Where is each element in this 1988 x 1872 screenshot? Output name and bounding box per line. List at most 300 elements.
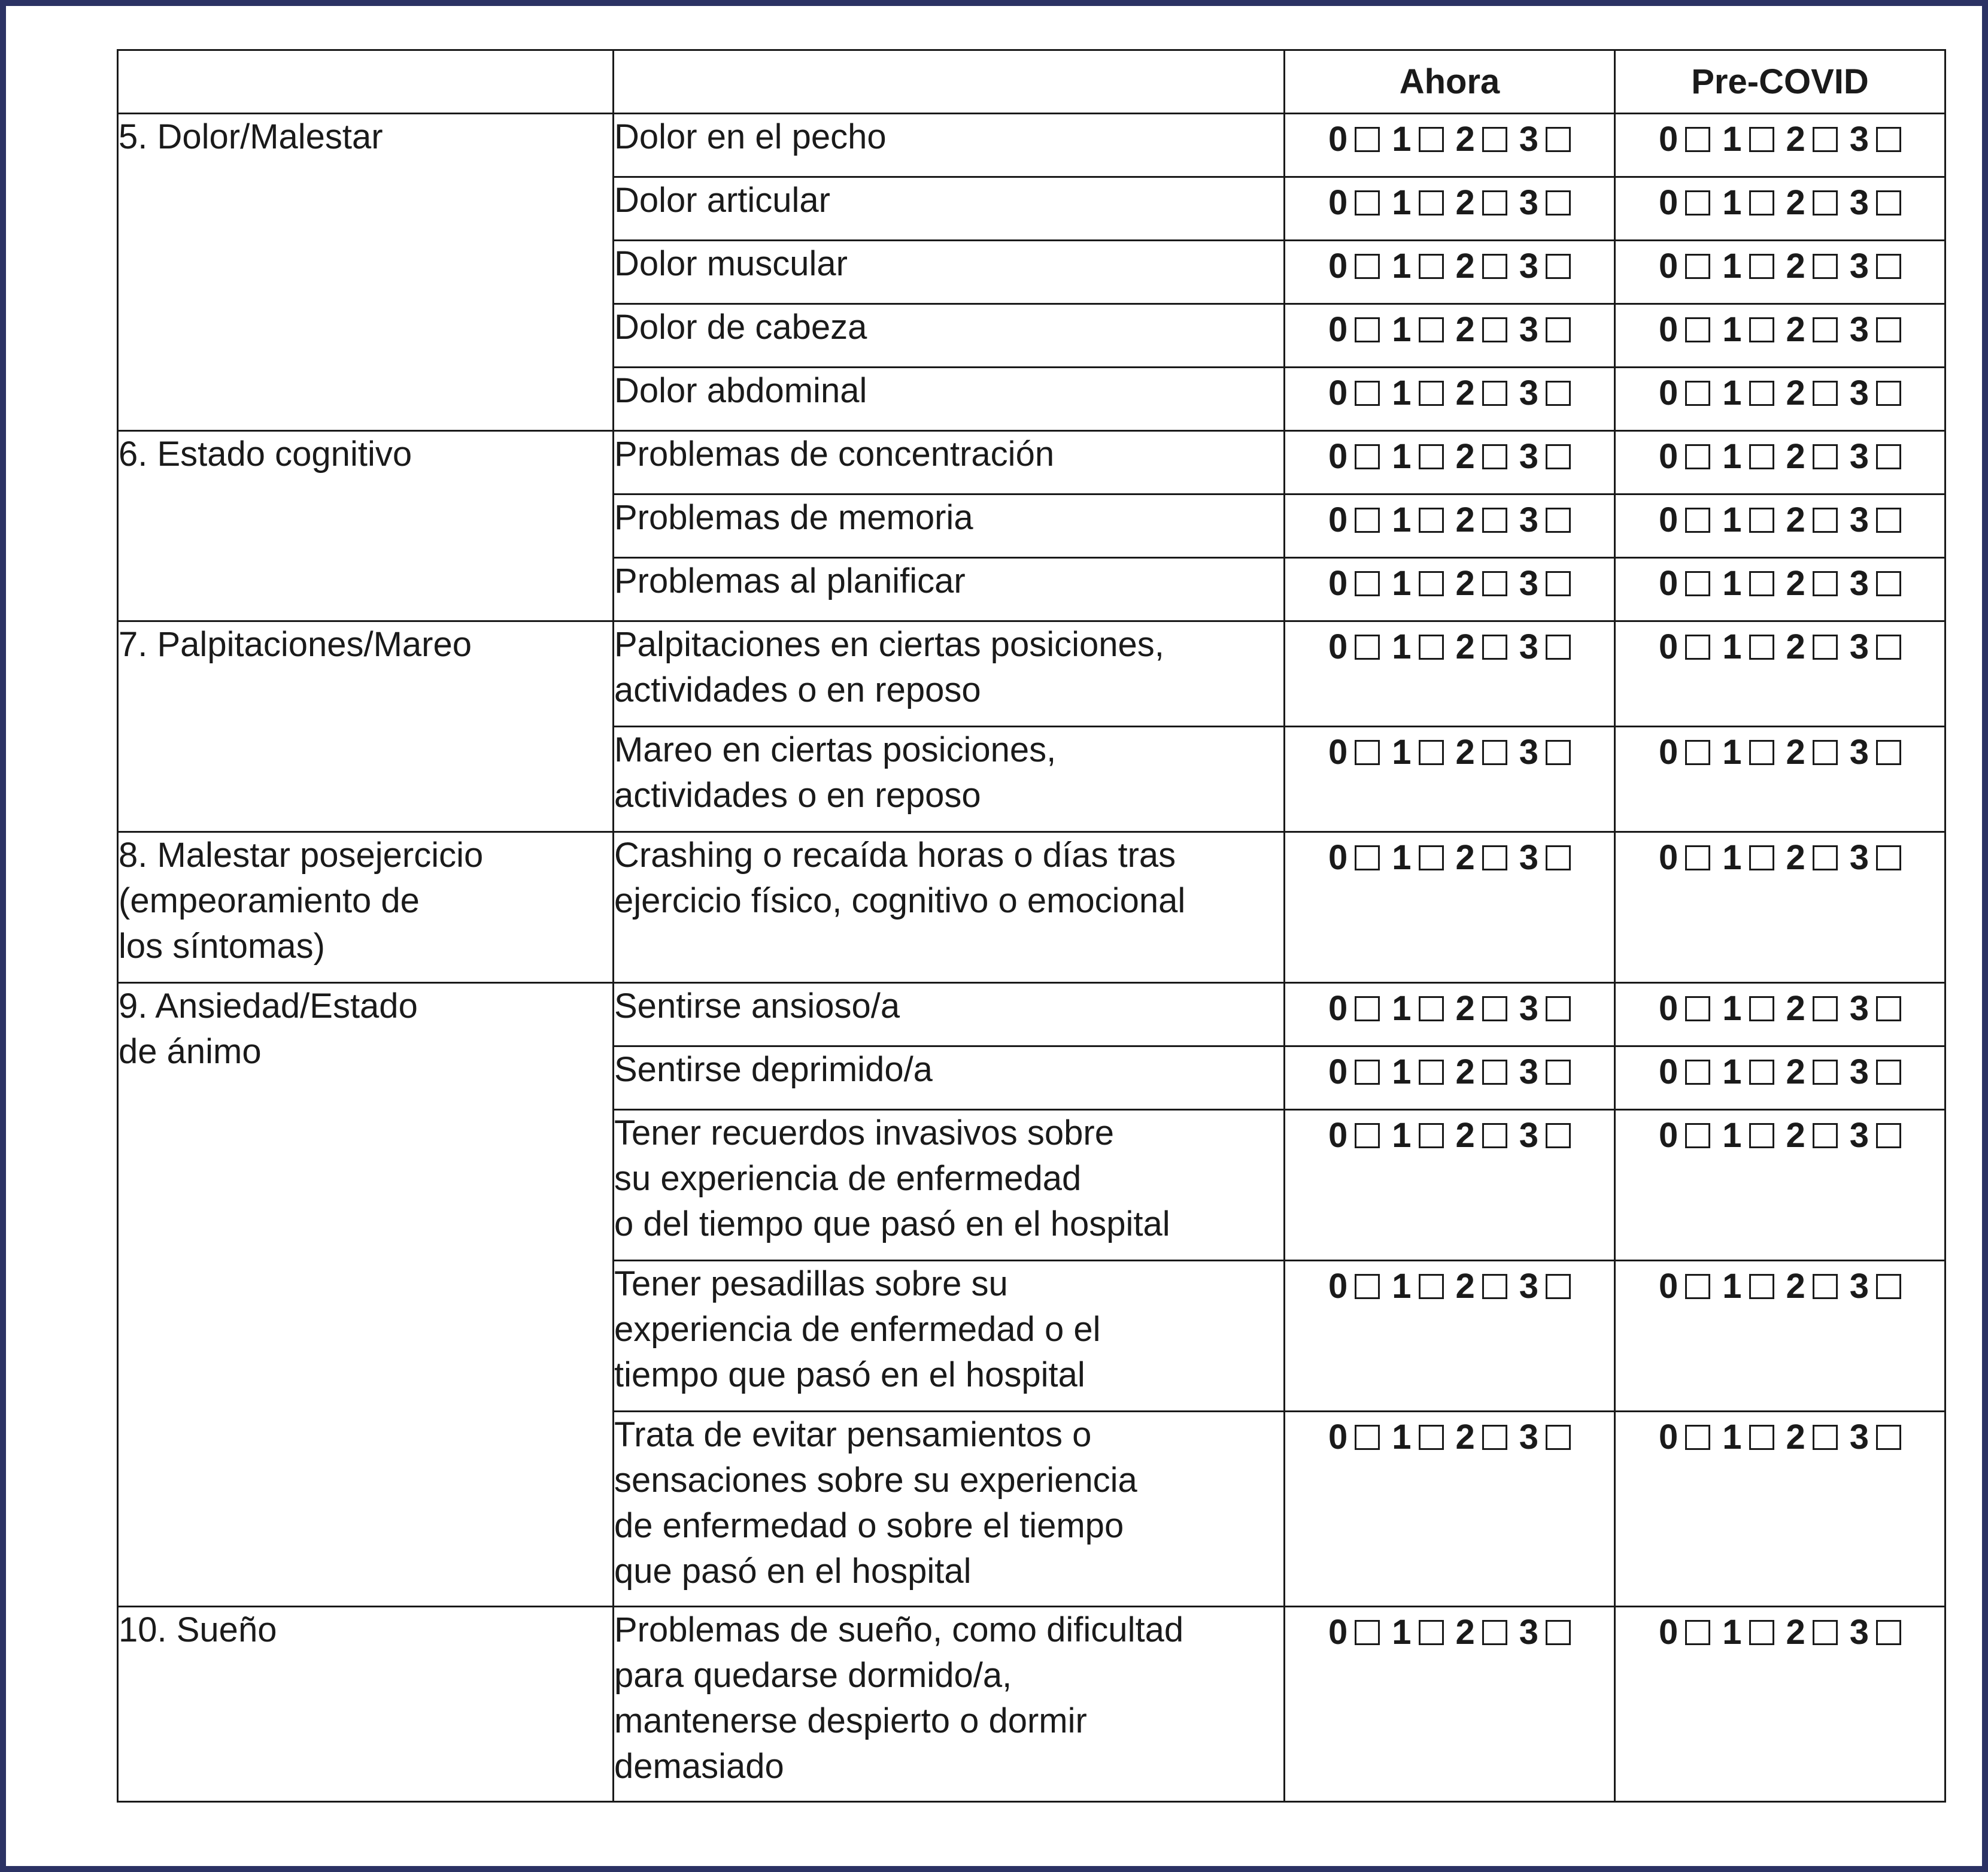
rating-checkbox[interactable]: [1355, 1060, 1380, 1085]
rating-number: 2: [1455, 1115, 1475, 1155]
rating-checkbox[interactable]: [1419, 190, 1444, 216]
rating-number: 1: [1722, 627, 1742, 666]
rating-checkbox[interactable]: [1419, 1274, 1444, 1299]
rating-checkbox[interactable]: [1749, 1274, 1774, 1299]
rating-number: 0: [1328, 627, 1348, 666]
rating-option: [1328, 1607, 1392, 1655]
rating-checkbox[interactable]: [1546, 444, 1571, 469]
rating-checkbox[interactable]: [1749, 1060, 1774, 1085]
rating-checkbox[interactable]: [1419, 254, 1444, 279]
rating-checkbox[interactable]: [1355, 1274, 1380, 1299]
symptom-cell: [614, 1261, 1285, 1412]
rating-checkbox[interactable]: [1355, 254, 1380, 279]
rating-number: 3: [1849, 246, 1869, 286]
rating-number: 3: [1849, 119, 1869, 159]
rating-checkbox[interactable]: [1482, 127, 1507, 152]
rating-option: [1786, 1047, 1850, 1095]
rating-checkbox[interactable]: [1813, 740, 1838, 765]
rating-checkbox[interactable]: [1419, 845, 1444, 870]
rating-option: [1786, 305, 1850, 353]
rating-checkbox[interactable]: [1749, 381, 1774, 406]
symptom-cell: [614, 368, 1285, 431]
rating-options-pre-covid: [1615, 177, 1945, 241]
rating-checkbox[interactable]: [1419, 1425, 1444, 1450]
rating-option: [1722, 305, 1786, 353]
rating-option: [1328, 1047, 1392, 1095]
rating-option: [1659, 1412, 1722, 1460]
rating-checkbox[interactable]: [1546, 508, 1571, 533]
rating-option: [1328, 241, 1392, 289]
rating-options-now: [1285, 558, 1615, 621]
rating-checkbox[interactable]: [1546, 1425, 1571, 1450]
rating-checkbox[interactable]: [1749, 845, 1774, 870]
rating-options-pre-covid: [1615, 304, 1945, 368]
rating-checkbox[interactable]: [1482, 381, 1507, 406]
rating-checkbox[interactable]: [1482, 571, 1507, 596]
rating-checkbox[interactable]: [1355, 127, 1380, 152]
rating-checkbox[interactable]: [1355, 635, 1380, 660]
symptom-label: Sentirse deprimido/a: [614, 1050, 933, 1089]
rating-checkbox[interactable]: [1749, 1123, 1774, 1148]
rating-number: 3: [1849, 1266, 1869, 1306]
rating-checkbox[interactable]: [1685, 1060, 1710, 1085]
rating-checkbox[interactable]: [1876, 1060, 1901, 1085]
rating-checkbox[interactable]: [1876, 996, 1901, 1021]
rating-checkbox[interactable]: [1546, 254, 1571, 279]
rating-checkbox[interactable]: [1685, 254, 1710, 279]
rating-checkbox[interactable]: [1876, 1123, 1901, 1148]
rating-option: [1659, 1111, 1722, 1158]
rating-checkbox[interactable]: [1355, 381, 1380, 406]
rating-number: 1: [1392, 838, 1412, 877]
rating-number: 3: [1849, 1417, 1869, 1457]
rating-number: 2: [1786, 373, 1805, 412]
rating-option: [1786, 178, 1850, 226]
rating-number: 3: [1849, 988, 1869, 1028]
rating-checkbox[interactable]: [1876, 190, 1901, 216]
symptom-label: Dolor de cabeza: [614, 308, 867, 347]
rating-options-pre-covid: [1615, 1607, 1945, 1802]
rating-checkbox[interactable]: [1813, 1123, 1838, 1148]
rating-option: [1722, 241, 1786, 289]
rating-option: [1456, 305, 1519, 353]
rating-option: [1722, 114, 1786, 162]
rating-option: [1392, 559, 1455, 606]
rating-option: [1722, 622, 1786, 670]
rating-option: [1722, 1261, 1786, 1309]
rating-checkbox[interactable]: [1419, 508, 1444, 533]
rating-checkbox[interactable]: [1546, 1060, 1571, 1085]
symptom-label: Dolor muscular: [614, 244, 848, 283]
rating-checkbox[interactable]: [1749, 1620, 1774, 1645]
rating-option: [1456, 1047, 1519, 1095]
rating-option: [1519, 1047, 1571, 1095]
rating-option: [1519, 622, 1571, 670]
rating-number: 0: [1328, 500, 1348, 539]
rating-checkbox[interactable]: [1685, 571, 1710, 596]
rating-checkbox[interactable]: [1482, 996, 1507, 1021]
rating-checkbox[interactable]: [1482, 845, 1507, 870]
rating-option: [1392, 368, 1455, 416]
rating-checkbox[interactable]: [1813, 1060, 1838, 1085]
rating-options-pre-covid: [1615, 1046, 1945, 1110]
rating-option: [1328, 833, 1392, 881]
rating-option: [1392, 1412, 1455, 1460]
rating-checkbox[interactable]: [1685, 740, 1710, 765]
rating-option: [1392, 984, 1455, 1031]
rating-checkbox[interactable]: [1482, 1425, 1507, 1450]
symptom-cell: [614, 431, 1285, 494]
rating-options-now: [1285, 1607, 1615, 1802]
rating-checkbox[interactable]: [1813, 1425, 1838, 1450]
rating-option: [1850, 368, 1901, 416]
rating-checkbox[interactable]: [1685, 444, 1710, 469]
rating-option: [1850, 984, 1901, 1031]
symptom-cell: [614, 114, 1285, 177]
rating-number: 3: [1849, 627, 1869, 666]
rating-checkbox[interactable]: [1482, 1274, 1507, 1299]
rating-checkbox[interactable]: [1685, 317, 1710, 342]
rating-checkbox[interactable]: [1876, 1274, 1901, 1299]
rating-checkbox[interactable]: [1546, 635, 1571, 660]
rating-checkbox[interactable]: [1813, 635, 1838, 660]
rating-options-pre-covid: [1615, 114, 1945, 177]
rating-checkbox[interactable]: [1355, 740, 1380, 765]
rating-checkbox[interactable]: [1355, 508, 1380, 533]
rating-checkbox[interactable]: [1546, 1620, 1571, 1645]
rating-checkbox[interactable]: [1355, 190, 1380, 216]
rating-number: 1: [1392, 732, 1412, 772]
symptom-cell: [614, 983, 1285, 1046]
rating-checkbox[interactable]: [1876, 317, 1901, 342]
rating-checkbox[interactable]: [1813, 845, 1838, 870]
rating-number: 1: [1722, 1052, 1742, 1091]
rating-checkbox[interactable]: [1685, 845, 1710, 870]
rating-number: 3: [1849, 732, 1869, 772]
rating-number: 1: [1722, 838, 1742, 877]
rating-option: [1786, 984, 1850, 1031]
rating-option: [1456, 1607, 1519, 1655]
rating-number: 1: [1392, 373, 1412, 412]
rating-checkbox[interactable]: [1876, 1620, 1901, 1645]
rating-options-now: [1285, 727, 1615, 832]
rating-option: [1456, 1261, 1519, 1309]
rating-checkbox[interactable]: [1813, 127, 1838, 152]
rating-checkbox[interactable]: [1813, 1620, 1838, 1645]
rating-checkbox[interactable]: [1813, 254, 1838, 279]
category-label: 8. Malestar posejercicio (empeoramiento de los síntomas): [119, 836, 484, 966]
rating-number: 1: [1392, 500, 1412, 539]
rating-checkbox[interactable]: [1482, 254, 1507, 279]
rating-option: [1722, 368, 1786, 416]
rating-checkbox[interactable]: [1685, 1274, 1710, 1299]
rating-number: 0: [1328, 183, 1348, 222]
rating-checkbox[interactable]: [1419, 571, 1444, 596]
rating-option: [1456, 622, 1519, 670]
rating-option: [1392, 432, 1455, 480]
rating-option: [1786, 1607, 1850, 1655]
category-label: 10. Sueño: [119, 1610, 277, 1649]
rating-checkbox[interactable]: [1813, 571, 1838, 596]
rating-checkbox[interactable]: [1876, 508, 1901, 533]
category-cell: [118, 983, 614, 1607]
rating-number: 2: [1786, 1612, 1805, 1652]
rating-checkbox[interactable]: [1876, 127, 1901, 152]
rating-option: [1659, 622, 1722, 670]
rating-checkbox[interactable]: [1482, 1123, 1507, 1148]
rating-option: [1722, 1607, 1786, 1655]
rating-options-pre-covid: [1615, 832, 1945, 983]
rating-options-pre-covid: [1615, 621, 1945, 727]
rating-number: 2: [1786, 1266, 1805, 1306]
rating-checkbox[interactable]: [1419, 444, 1444, 469]
rating-checkbox[interactable]: [1546, 740, 1571, 765]
rating-option: [1519, 432, 1571, 480]
rating-checkbox[interactable]: [1546, 996, 1571, 1021]
rating-checkbox[interactable]: [1749, 635, 1774, 660]
rating-checkbox[interactable]: [1355, 1123, 1380, 1148]
rating-checkbox[interactable]: [1749, 1425, 1774, 1450]
rating-number: 3: [1519, 246, 1539, 286]
header-pre-covid: Pre-COVID: [1615, 50, 1945, 114]
rating-option: [1456, 1412, 1519, 1460]
rating-checkbox[interactable]: [1482, 317, 1507, 342]
rating-checkbox[interactable]: [1546, 571, 1571, 596]
rating-option: [1519, 368, 1571, 416]
rating-option: [1328, 622, 1392, 670]
rating-checkbox[interactable]: [1546, 1274, 1571, 1299]
rating-checkbox[interactable]: [1685, 996, 1710, 1021]
rating-option: [1519, 305, 1571, 353]
symptom-cell: [614, 832, 1285, 983]
rating-option: [1456, 241, 1519, 289]
rating-checkbox[interactable]: [1813, 381, 1838, 406]
rating-option: [1392, 495, 1455, 543]
rating-checkbox[interactable]: [1813, 1274, 1838, 1299]
rating-number: 0: [1658, 988, 1679, 1028]
symptom-label: Problemas de sueño, como dificultad para quedarse dormido/a, mantenerse despierto o dormir demasiado: [614, 1610, 1184, 1786]
rating-checkbox[interactable]: [1419, 996, 1444, 1021]
rating-checkbox[interactable]: [1482, 1620, 1507, 1645]
rating-checkbox[interactable]: [1546, 845, 1571, 870]
rating-checkbox[interactable]: [1419, 317, 1444, 342]
rating-number: 1: [1722, 310, 1742, 349]
symptom-cell: [614, 1110, 1285, 1261]
symptom-label: Tener pesadillas sobre su experiencia de enfermedad o el tiempo que pasó en el hospital: [614, 1264, 1101, 1394]
rating-checkbox[interactable]: [1876, 635, 1901, 660]
rating-option: [1786, 833, 1850, 881]
rating-option: [1722, 1047, 1786, 1095]
rating-checkbox[interactable]: [1355, 1620, 1380, 1645]
rating-number: 2: [1786, 563, 1805, 603]
symptom-label: Crashing o recaída horas o días tras ejercicio físico, cognitivo o emocional: [614, 836, 1186, 920]
rating-option: [1328, 559, 1392, 606]
rating-option: [1850, 241, 1901, 289]
rating-number: 2: [1786, 310, 1805, 349]
rating-number: 2: [1786, 988, 1805, 1028]
table-row: [118, 983, 1945, 1046]
rating-option: [1519, 114, 1571, 162]
rating-checkbox[interactable]: [1685, 635, 1710, 660]
rating-option: [1850, 1047, 1901, 1095]
rating-options-now: [1285, 621, 1615, 727]
rating-checkbox[interactable]: [1685, 127, 1710, 152]
rating-checkbox[interactable]: [1419, 635, 1444, 660]
rating-option: [1722, 984, 1786, 1031]
rating-option: [1659, 114, 1722, 162]
rating-option: [1786, 559, 1850, 606]
rating-option: [1519, 727, 1571, 775]
rating-checkbox[interactable]: [1546, 1123, 1571, 1148]
symptom-label: Tener recuerdos invasivos sobre su experiencia de enfermedad o del tiempo que pasó en el hospital: [614, 1114, 1170, 1243]
category-cell: [118, 114, 614, 431]
rating-number: 0: [1328, 1052, 1348, 1091]
rating-option: [1850, 1261, 1901, 1309]
rating-checkbox[interactable]: [1685, 1620, 1710, 1645]
table-row: [118, 114, 1945, 177]
rating-checkbox[interactable]: [1546, 317, 1571, 342]
category-label: 6. Estado cognitivo: [119, 435, 412, 474]
rating-number: 2: [1455, 436, 1475, 476]
rating-checkbox[interactable]: [1749, 996, 1774, 1021]
rating-checkbox[interactable]: [1355, 571, 1380, 596]
rating-number: 1: [1392, 988, 1412, 1028]
symptom-cell: [614, 1607, 1285, 1802]
rating-option: [1519, 1261, 1571, 1309]
rating-option: [1850, 622, 1901, 670]
rating-checkbox[interactable]: [1685, 190, 1710, 216]
rating-number: 0: [1328, 119, 1348, 159]
rating-checkbox[interactable]: [1749, 127, 1774, 152]
rating-checkbox[interactable]: [1749, 508, 1774, 533]
rating-checkbox[interactable]: [1355, 317, 1380, 342]
rating-checkbox[interactable]: [1876, 1425, 1901, 1450]
rating-number: 1: [1722, 183, 1742, 222]
symptom-label: Sentirse ansioso/a: [614, 987, 900, 1025]
table-row: [118, 431, 1945, 494]
rating-number: 0: [1328, 310, 1348, 349]
rating-number: 3: [1519, 838, 1539, 877]
symptom-cell: [614, 1046, 1285, 1110]
rating-number: 1: [1722, 1115, 1742, 1155]
rating-options-pre-covid: [1615, 727, 1945, 832]
rating-number: 2: [1455, 1266, 1475, 1306]
rating-checkbox[interactable]: [1749, 254, 1774, 279]
rating-checkbox[interactable]: [1546, 127, 1571, 152]
rating-number: 3: [1519, 988, 1539, 1028]
rating-option: [1392, 727, 1455, 775]
symptom-cell: [614, 494, 1285, 558]
rating-number: 1: [1722, 988, 1742, 1028]
rating-number: 1: [1722, 1266, 1742, 1306]
rating-number: 3: [1849, 1052, 1869, 1091]
rating-checkbox[interactable]: [1482, 740, 1507, 765]
category-cell: [118, 832, 614, 983]
rating-number: 2: [1786, 732, 1805, 772]
rating-checkbox[interactable]: [1749, 571, 1774, 596]
rating-checkbox[interactable]: [1546, 381, 1571, 406]
symptom-cell: [614, 621, 1285, 727]
rating-number: 3: [1849, 373, 1869, 412]
rating-checkbox[interactable]: [1876, 444, 1901, 469]
rating-option: [1456, 178, 1519, 226]
rating-checkbox[interactable]: [1876, 571, 1901, 596]
rating-checkbox[interactable]: [1355, 1425, 1380, 1450]
rating-checkbox[interactable]: [1419, 381, 1444, 406]
table-row: [118, 1607, 1945, 1802]
symptom-label: Mareo en ciertas posiciones, actividades o en reposo: [614, 730, 1057, 815]
rating-option: [1659, 432, 1722, 480]
rating-option: [1519, 1607, 1571, 1655]
rating-checkbox[interactable]: [1355, 444, 1380, 469]
rating-checkbox[interactable]: [1685, 1425, 1710, 1450]
rating-option: [1328, 727, 1392, 775]
rating-number: 3: [1519, 1612, 1539, 1652]
category-cell: [118, 621, 614, 832]
rating-checkbox[interactable]: [1419, 1123, 1444, 1148]
rating-checkbox[interactable]: [1482, 508, 1507, 533]
rating-checkbox[interactable]: [1355, 845, 1380, 870]
rating-checkbox[interactable]: [1813, 317, 1838, 342]
rating-checkbox[interactable]: [1813, 190, 1838, 216]
rating-checkbox[interactable]: [1685, 1123, 1710, 1148]
rating-checkbox[interactable]: [1749, 317, 1774, 342]
rating-option: [1456, 984, 1519, 1031]
rating-number: 1: [1722, 563, 1742, 603]
rating-checkbox[interactable]: [1813, 444, 1838, 469]
rating-checkbox[interactable]: [1749, 444, 1774, 469]
rating-number: 1: [1392, 1266, 1412, 1306]
rating-number: 0: [1328, 1417, 1348, 1457]
rating-checkbox[interactable]: [1482, 190, 1507, 216]
rating-options-now: [1285, 304, 1615, 368]
rating-number: 0: [1658, 436, 1679, 476]
rating-checkbox[interactable]: [1482, 444, 1507, 469]
rating-checkbox[interactable]: [1482, 635, 1507, 660]
rating-checkbox[interactable]: [1876, 740, 1901, 765]
rating-option: [1722, 559, 1786, 606]
rating-checkbox[interactable]: [1876, 381, 1901, 406]
rating-checkbox[interactable]: [1749, 190, 1774, 216]
rating-options-pre-covid: [1615, 1261, 1945, 1412]
rating-checkbox[interactable]: [1876, 845, 1901, 870]
rating-option: [1519, 495, 1571, 543]
rating-checkbox[interactable]: [1685, 381, 1710, 406]
rating-checkbox[interactable]: [1419, 1060, 1444, 1085]
rating-checkbox[interactable]: [1419, 1620, 1444, 1645]
rating-option: [1786, 495, 1850, 543]
rating-checkbox[interactable]: [1876, 254, 1901, 279]
rating-number: 3: [1519, 1115, 1539, 1155]
rating-number: 1: [1722, 1612, 1742, 1652]
symptom-label: Dolor abdominal: [614, 371, 867, 410]
rating-number: 3: [1519, 373, 1539, 412]
rating-checkbox[interactable]: [1355, 996, 1380, 1021]
rating-checkbox[interactable]: [1419, 740, 1444, 765]
rating-number: 2: [1786, 183, 1805, 222]
rating-checkbox[interactable]: [1749, 740, 1774, 765]
rating-checkbox[interactable]: [1419, 127, 1444, 152]
rating-checkbox[interactable]: [1546, 190, 1571, 216]
symptom-label: Dolor en el pecho: [614, 117, 887, 156]
rating-checkbox[interactable]: [1685, 508, 1710, 533]
rating-number: 2: [1455, 627, 1475, 666]
rating-checkbox[interactable]: [1813, 996, 1838, 1021]
rating-checkbox[interactable]: [1813, 508, 1838, 533]
rating-checkbox[interactable]: [1482, 1060, 1507, 1085]
rating-number: 1: [1722, 119, 1742, 159]
rating-option: [1850, 178, 1901, 226]
